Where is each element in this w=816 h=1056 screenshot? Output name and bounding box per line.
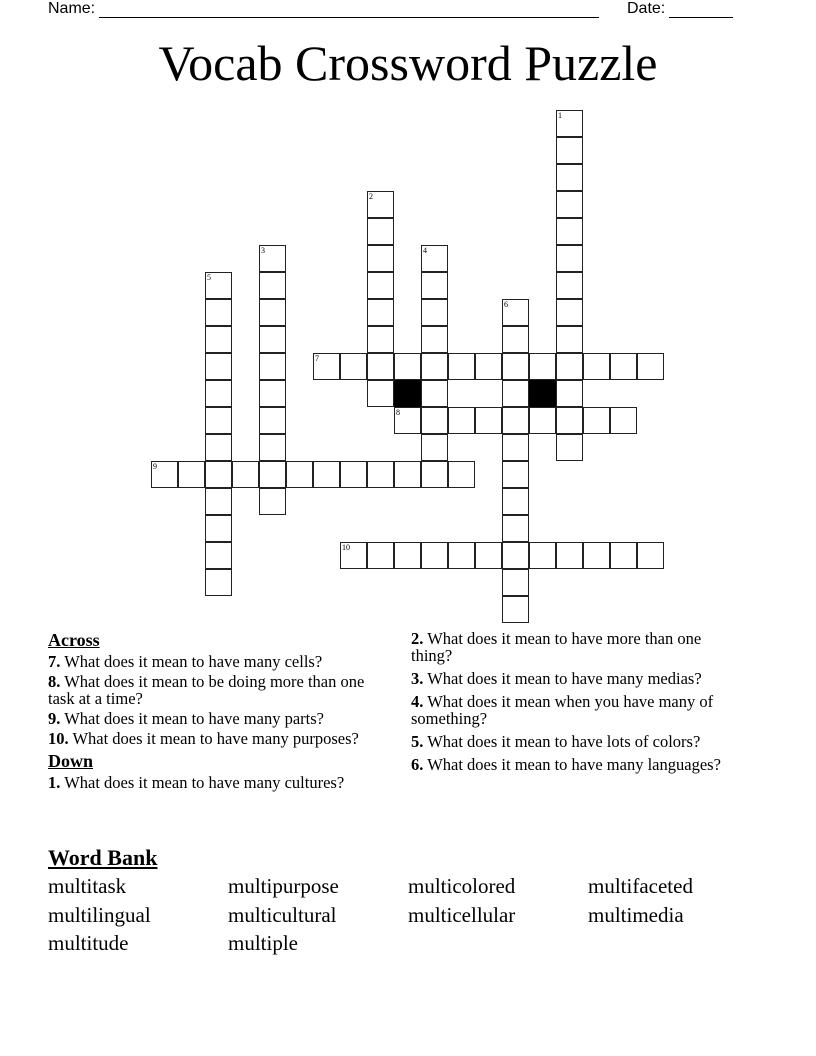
grid-cell[interactable] [610, 353, 637, 380]
date-label: Date: [627, 0, 666, 17]
grid-cell[interactable] [421, 272, 448, 299]
cell-number: 5 [207, 273, 211, 282]
word-bank-item: multiple [228, 931, 298, 955]
grid-cell[interactable] [556, 272, 583, 299]
word-bank-item: multicultural [228, 902, 337, 927]
clue-across-10: 10. What does it mean to have many purposes? [48, 729, 359, 748]
grid-cell[interactable] [367, 380, 394, 407]
grid-cell[interactable] [556, 380, 583, 407]
grid-cell[interactable] [502, 380, 529, 407]
cell-number: 8 [396, 408, 400, 417]
grid-cell[interactable] [205, 299, 232, 326]
cell-number: 1 [558, 111, 562, 120]
grid-cell[interactable] [367, 299, 394, 326]
grid-cell[interactable] [448, 407, 475, 434]
grid-cell[interactable] [205, 353, 232, 380]
grid-cell[interactable] [556, 218, 583, 245]
cell-number: 2 [369, 192, 373, 201]
grid-cell[interactable] [367, 272, 394, 299]
clue-down-1: 1. What does it mean to have many cultures? [48, 773, 345, 792]
grid-cell[interactable] [259, 380, 286, 407]
grid-cell[interactable] [502, 488, 529, 515]
grid-cell[interactable] [583, 353, 610, 380]
grid-cell[interactable] [475, 542, 502, 569]
page-title: Vocab Crossword Puzzle [158, 35, 658, 91]
grid-cell[interactable] [502, 515, 529, 542]
clue-down-6: 6. What does it mean to have many languages? [411, 755, 721, 774]
grid-cell[interactable] [583, 407, 610, 434]
grid-cell[interactable] [421, 245, 448, 272]
grid-cell[interactable] [502, 407, 529, 434]
word-bank-item: multitude [48, 931, 129, 955]
word-bank-item: multimedia [588, 902, 684, 927]
grid-cell[interactable] [313, 353, 340, 380]
grid-cell[interactable] [556, 326, 583, 353]
grid-cell[interactable] [205, 542, 232, 569]
across-heading: Across [48, 630, 100, 650]
grid-block [529, 380, 556, 407]
grid-cell[interactable] [610, 542, 637, 569]
grid-cell[interactable] [556, 164, 583, 191]
grid-cell[interactable] [313, 461, 340, 488]
grid-cell[interactable] [556, 407, 583, 434]
grid-cell[interactable] [448, 353, 475, 380]
grid-cell[interactable] [637, 542, 664, 569]
grid-cell[interactable] [583, 542, 610, 569]
grid-cell[interactable] [502, 596, 529, 623]
clue-down-5: 5. What does it mean to have lots of colors? [411, 732, 701, 751]
grid-cell[interactable] [259, 488, 286, 515]
grid-cell[interactable] [502, 569, 529, 596]
grid-cell[interactable] [421, 380, 448, 407]
grid-cell[interactable] [448, 542, 475, 569]
word-bank-item: multipurpose [228, 874, 339, 898]
grid-cell[interactable] [367, 218, 394, 245]
grid-cell[interactable] [556, 110, 583, 137]
grid-block [394, 380, 421, 407]
grid-cell[interactable] [502, 299, 529, 326]
grid-cell[interactable] [421, 542, 448, 569]
grid-cell[interactable] [610, 407, 637, 434]
grid-cell[interactable] [556, 434, 583, 461]
grid-cell[interactable] [259, 299, 286, 326]
grid-cell[interactable] [556, 299, 583, 326]
grid-cell[interactable] [205, 569, 232, 596]
grid-cell[interactable] [205, 326, 232, 353]
grid-cell[interactable] [394, 353, 421, 380]
word-bank [48, 874, 768, 956]
grid-cell[interactable] [205, 380, 232, 407]
grid-cell[interactable] [340, 461, 367, 488]
grid-cell[interactable] [232, 461, 259, 488]
grid-cell[interactable] [502, 461, 529, 488]
grid-cell[interactable] [178, 461, 205, 488]
grid-cell[interactable] [205, 461, 232, 488]
grid-cell[interactable] [205, 488, 232, 515]
grid-cell[interactable] [529, 353, 556, 380]
grid-cell[interactable] [259, 461, 286, 488]
down-heading: Down [48, 751, 94, 771]
grid-cell[interactable] [394, 461, 421, 488]
clue-down-3: 3. What does it mean to have many medias? [411, 669, 702, 688]
clues-left-column [48, 630, 393, 791]
grid-cell[interactable] [448, 461, 475, 488]
grid-cell[interactable] [556, 191, 583, 218]
grid-cell[interactable] [259, 245, 286, 272]
grid-cell[interactable] [502, 353, 529, 380]
grid-cell[interactable] [475, 407, 502, 434]
grid-cell[interactable] [367, 326, 394, 353]
grid-cell[interactable] [205, 272, 232, 299]
grid-cell[interactable] [502, 434, 529, 461]
grid-cell[interactable] [367, 542, 394, 569]
grid-cell[interactable] [421, 434, 448, 461]
cell-number: 6 [504, 300, 508, 309]
clue-across-8: 8. What does it mean to be doing more than one task at a time? [48, 672, 365, 708]
grid-cell[interactable] [502, 326, 529, 353]
cell-number: 10 [342, 543, 350, 552]
word-bank-item: multifaceted [588, 874, 693, 898]
word-bank-title: Word Bank [48, 845, 158, 870]
grid-cell[interactable] [421, 299, 448, 326]
grid-cell[interactable] [421, 353, 448, 380]
word-bank-item: multicolored [408, 874, 516, 898]
grid-cell[interactable] [259, 272, 286, 299]
clue-down-2: 2. What does it mean to have more than one thing? [411, 629, 702, 665]
clue-down-4: 4. What does it mean when you have many of something? [411, 692, 714, 728]
word-bank-item: multilingual [48, 902, 151, 927]
grid-cell[interactable] [421, 461, 448, 488]
word-bank-item: multitask [48, 874, 127, 898]
grid-cell[interactable] [367, 461, 394, 488]
grid-cell[interactable] [367, 245, 394, 272]
grid-cell[interactable] [529, 542, 556, 569]
name-label: Name: [48, 0, 96, 17]
grid-cell[interactable] [394, 542, 421, 569]
grid-cell[interactable] [340, 353, 367, 380]
word-bank-item: multicellular [408, 902, 516, 927]
grid-cell[interactable] [421, 407, 448, 434]
grid-cell[interactable] [556, 245, 583, 272]
cell-number: 4 [423, 246, 427, 255]
grid-cell[interactable] [529, 407, 556, 434]
grid-cell[interactable] [340, 542, 367, 569]
grid-cell[interactable] [394, 407, 421, 434]
grid-cell[interactable] [259, 434, 286, 461]
grid-cell[interactable] [259, 407, 286, 434]
cell-number: 7 [315, 354, 319, 363]
grid-cell[interactable] [205, 407, 232, 434]
grid-cell[interactable] [151, 461, 178, 488]
grid-cell[interactable] [259, 353, 286, 380]
cell-number: 9 [153, 462, 157, 471]
grid-cell[interactable] [259, 326, 286, 353]
grid-cell[interactable] [421, 326, 448, 353]
clue-across-9: 9. What does it mean to have many parts? [48, 709, 324, 728]
grid-cell[interactable] [637, 353, 664, 380]
grid-cell[interactable] [205, 434, 232, 461]
grid-cell[interactable] [556, 542, 583, 569]
grid-cell[interactable] [367, 353, 394, 380]
grid-cell[interactable] [367, 191, 394, 218]
grid-cell[interactable] [502, 542, 529, 569]
clues-right-column [411, 630, 741, 773]
cell-number: 3 [261, 246, 265, 255]
grid-cell[interactable] [556, 353, 583, 380]
clue-across-7: 7. What does it mean to have many cells? [48, 652, 323, 671]
grid-cell[interactable] [205, 515, 232, 542]
grid-cell[interactable] [475, 353, 502, 380]
grid-cell[interactable] [556, 137, 583, 164]
grid-cell[interactable] [286, 461, 313, 488]
